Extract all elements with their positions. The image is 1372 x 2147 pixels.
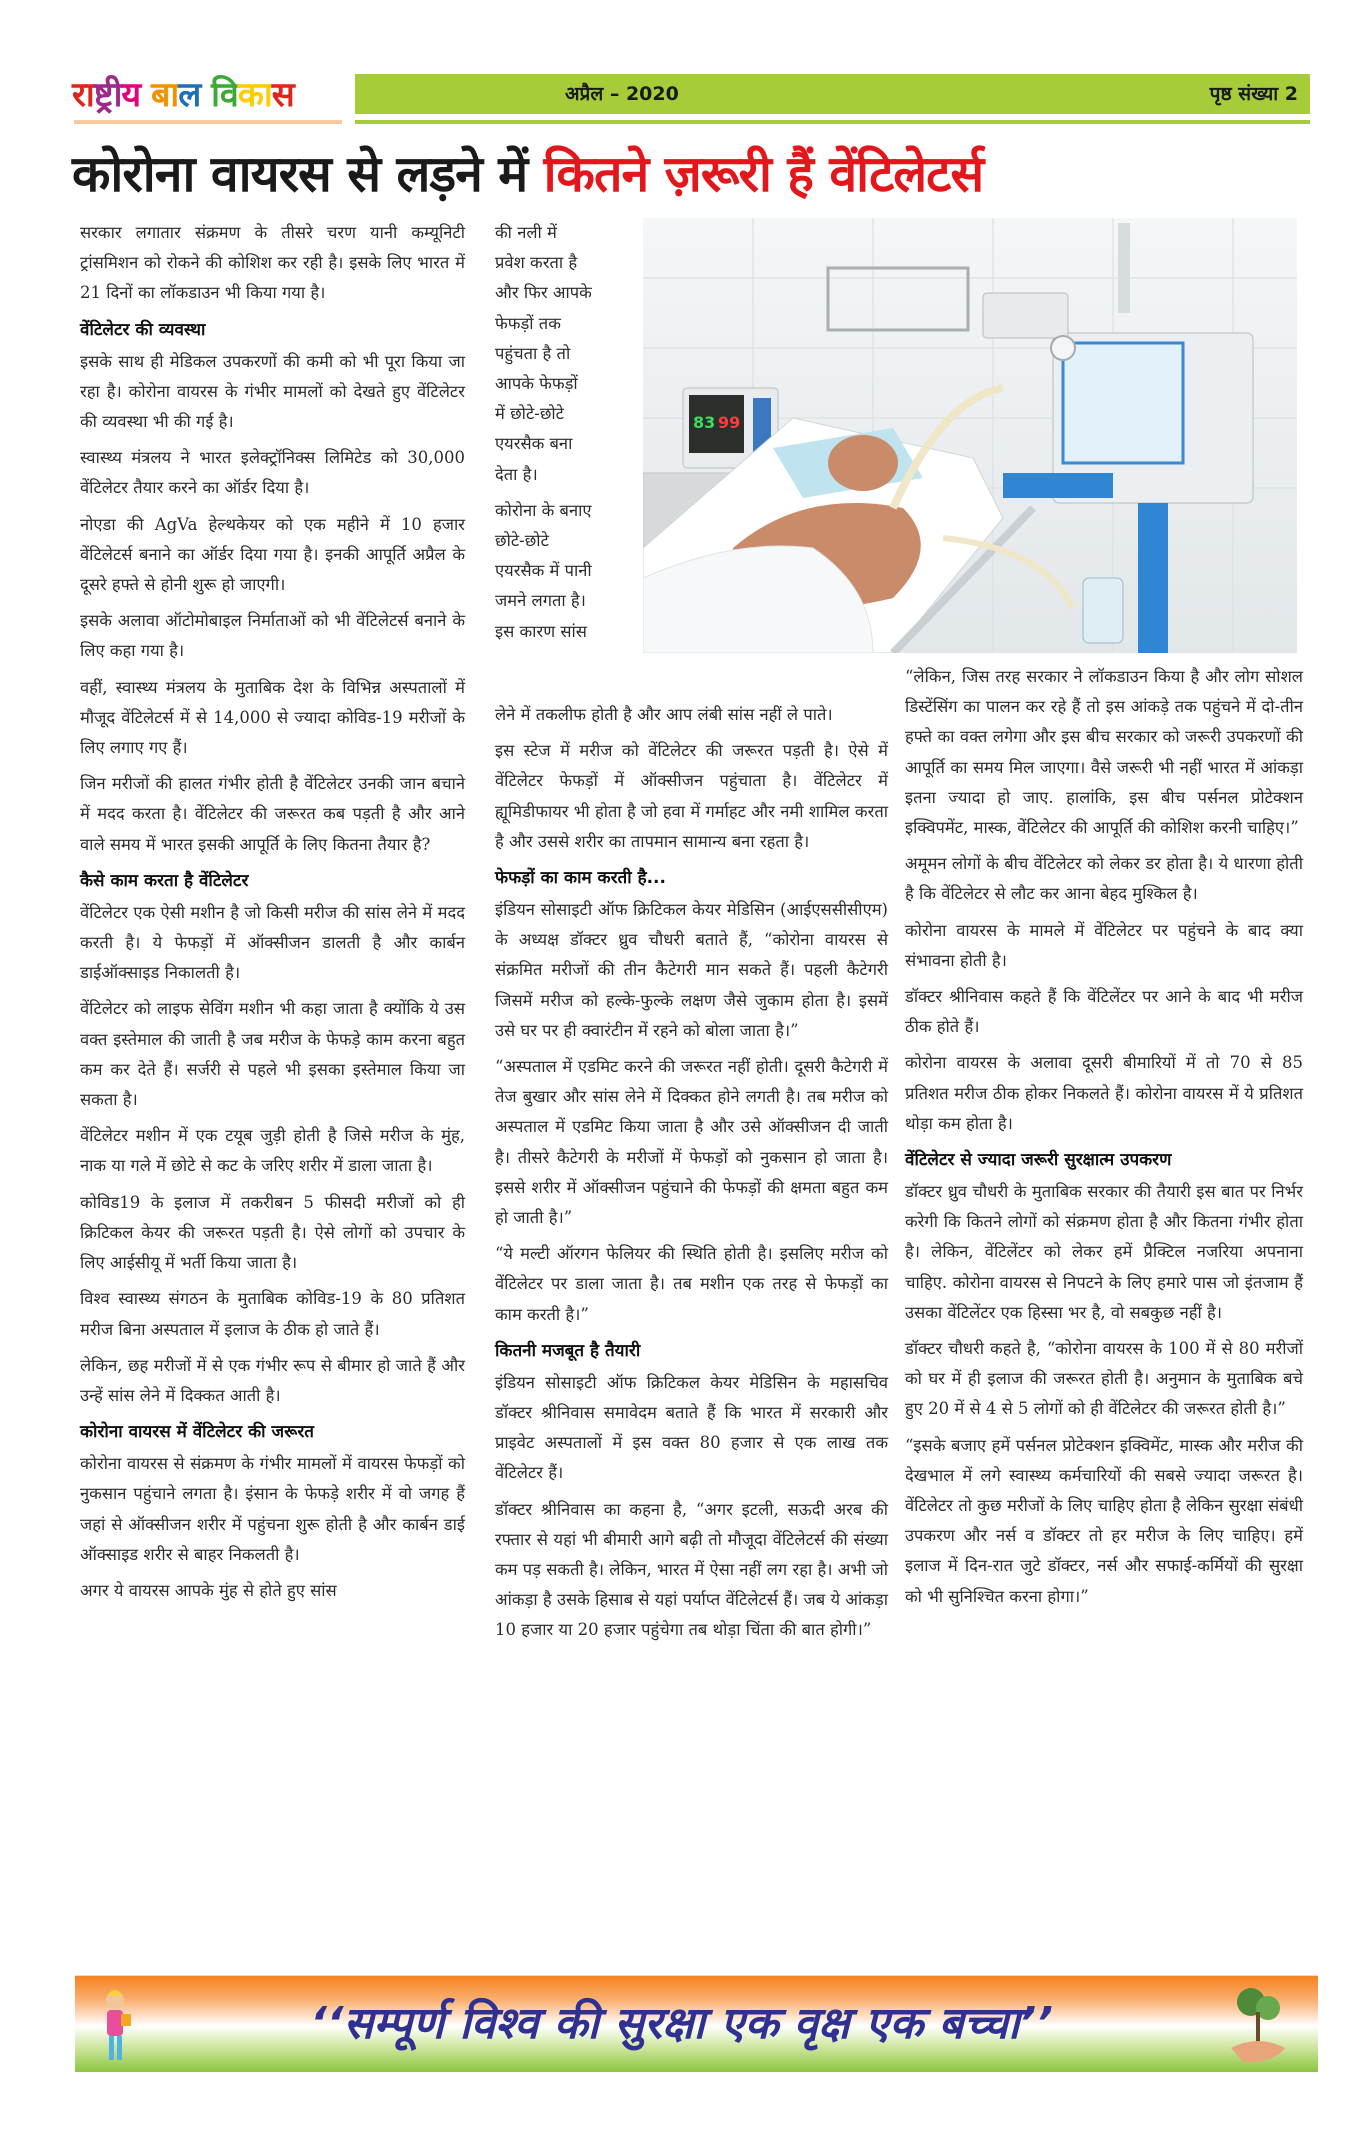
paragraph: विश्व स्वास्थ्य संगठन के मुताबिक कोविड-19 के 80 प्रतिशत मरीज बिना अस्पताल में इलाज के ठीक हो जाते हैं। [80,1289,465,1339]
paragraph: कोरोना वायरस के अलावा दूसरी बीमारियों में तो 70 से 85 प्रतिशत मरीज ठीक होकर निकलते हैं। कोरोना वायरस में ये प्रतिशत थोड़ा कम होता है। [905,1053,1303,1133]
text-line: आपके फेफड़ों [495,374,578,394]
paragraph: इसके अलावा ऑटोमोबाइल निर्माताओं को भी वेंटिलेटर्स बनाने के लिए कहा गया है। [80,611,465,661]
subheading: कैसे काम करता है वेंटिलेटर [80,870,249,891]
paragraph: जिन मरीजों की हालत गंभीर होती है वेंटिलेटर उनकी जान बचाने में मदद करता है। वेंटिलेटर की जरूरत कब पड़ती है और आने वाले समय में भारत इसकी आपूर्ति के लिए कितना तैयार है? [80,774,465,854]
paragraph: “लेकिन, जिस तरह सरकार ने लॉकडाउन किया है और लोग सोशल डिस्टेंसिंग का पालन कर रहे हैं तो इस आंकड़े तक पहुंचने में दो-तीन हफ्ते का वक्त लगेगा और इस बीच सरकार को जरूरी उपकरणों की आपूर्ति का समय मिल जाएगा। वैसे जरूरी भी नहीं भारत में आंकड़ा इतना ज्यादा हो जाए. हालांकि, इस बीच पर्सनल प्रोटेक्शन इक्विपमेंट, मास्क, वेंटिलेटर की आपूर्ति की कोशिश करनी चाहिए।” [905,667,1303,838]
paragraph: अमूमन लोगों के बीच वेंटिलेटर को लेकर डर होता है। ये धारणा होती है कि वेंटिलेटर से लौट कर आना बेहद मुश्किल है। [905,854,1303,904]
logo-part: ल [178,75,201,115]
text-line: जमने लगता है। [495,591,586,611]
paragraph: कोरोना वायरस के मामले में वेंटिलेटर पर पहुंचने के बाद क्या संभावना होती है। [905,920,1303,970]
article-photo-ventilator-patient [643,218,1297,653]
child-illustration-icon [95,1984,135,2066]
monitor-reading-pulse: 83 [693,413,716,432]
paragraph: डॉक्टर श्रीनिवास कहते हैं कि वेंटिलेंटर पर आने के बाद भी मरीज ठीक होते हैं। [905,987,1303,1037]
subheading: फेफड़ों का काम करती है... [495,868,666,889]
paragraph: इंडियन सोसाइटी ऑफ क्रिटिकल केयर मेडिसिन के महासचिव डॉक्टर श्रीनिवास समावेदम बताते हैं कि भारत में सरकारी और प्राइवेट अस्पतालों में इस वक्त 80 हजार से एक लाख तक वेंटिलेटर हैं। [495,1372,888,1483]
text-line: इस कारण सांस [495,621,587,641]
article-column-2-narrow [495,218,640,647]
paragraph: डॉक्टर ध्रुव चौधरी के मुताबिक सरकार की तैयारी इस बात पर निर्भर करेगी कि कितने लोगों को संक्रमण होता है और कितना गंभीर होता है। लेकिन, वेंटिलेंटर को लेकर हमें प्रैक्टिल नजरिया अपनाना चाहिए. कोरोना वायरस से निपटने के लिए हमारे पास जो इंतजाम हैं उसका वेंटिलेंटर एक हिस्सा भर है, वो सबकुछ नहीं है। [905,1182,1303,1322]
text-line: की नली में [495,223,557,242]
page-number: पृष्ठ संख्या 2 [1209,83,1298,105]
text-line: कोरोना के बनाए [495,500,592,520]
text-line: प्रवेश करता है [495,253,578,273]
paragraph: वहीं, स्वास्थ्य मंत्रलय के मुताबिक देश के विभिन्न अस्पतालों में मौजूद वेंटिलेटर्स में से 14,000 से ज्यादा कोविड-19 मरीजों के लिए लगाए गए हैं। [80,677,465,758]
logo-part: बा [140,75,179,115]
paragraph: नोएडा की AgVa हेल्थकेयर को एक महीने में 10 हजार वेंटिलेटर्स बनाने का ऑर्डर दिया गया है। इनकी आपूर्ति अप्रैल के दूसरे हफ्ते से होनी शुरू हो जाएगी। [80,514,465,595]
subheading: कितनी मजबूत है तैयारी [495,1340,641,1361]
paragraph: “अस्पताल में एडमिट करने की जरूरत नहीं होती। दूसरी कैटेगरी में तेज बुखार और सांस लेने में दिक्कत होने लगती है। तब मरीज को अस्पताल में एडमिट किया जाता है और उसे ऑक्सीजन दी जाती है। तीसरे कैटेगरी के मरीजों में फेफड़ों को नुकसान हो जाता है। इससे शरीर में ऑक्सीजन पहुंचाने की फेफड़ों की क्षमता बहुत कम हो जाती है।” [495,1057,888,1228]
paragraph: अगर ये वायरस आपके मुंह से होते हुए सांस [80,1580,337,1600]
paragraph: इसके साथ ही मेडिकल उपकरणों की कमी को भी पूरा किया जा रहा है। कोरोना वायरस के गंभीर मामलों को देखते हुए वेंटिलेटर की व्यवस्था भी की गई है। [80,351,465,432]
article-headline [72,140,1310,208]
paragraph: सरकार लगातार संक्रमण के तीसरे चरण यानी कम्यूनिटी ट्रांसमिशन को रोकने की कोशिश कर रही है। इसके लिए भारत में 21 दिनों का लॉकडाउन भी किया गया है। [80,223,465,303]
paragraph: “ये मल्टी ऑरगन फेलियर की स्थिति होती है। इसलिए मरीज को वेंटिलेटर पर डाला जाता है। तब मशीन एक तरह से फेफड़ों का काम करती है।” [495,1244,888,1324]
text-line: छोटे-छोटे [495,531,549,551]
header-divider [355,120,1310,124]
article-column-3 [905,662,1303,1618]
text-line: एयरसैक में पानी [495,561,592,581]
paragraph: लेने में तकलीफ होती है और आप लंबी सांस नहीं ले पाते। [495,705,833,724]
paragraph: इस स्टेज में मरीज को वेंटिलेटर की जरूरत पड़ती है। ऐसे में वेंटिलेटर फेफड़ों में ऑक्सीजन पहुंचाता है। वेंटिलेटर में ह्यूमिडीफायर भी होता है जो हवा में गर्माहट और नमी शामिल करता है और उससे शरीर का तापमान सामान्य बना रहता है। [495,741,888,851]
paragraph: कोविड19 के इलाज में तकरीबन 5 फीसदी मरीजों को ही क्रिटिकल केयर की जरूरत पड़ती है। ऐसे लोगों को उपचार के लिए आईसीयू में भर्ती किया जाता है। [80,1192,465,1273]
text-line: फेफड़ों तक [495,313,561,333]
text-line: में छोटे-छोटे [495,404,564,424]
headline-red-part: कितने ज़रूरी हैं वेंटिलेटर्स [543,145,984,203]
logo-part: रा [72,75,94,115]
logo-part: ष्ट् [93,75,122,115]
paragraph: वेंटिलेटर को लाइफ सेविंग मशीन भी कहा जाता है क्योंकि ये उस वक्त इस्तेमाल की जाती है जब मरीज के फेफड़े काम करना बहुत कम कर देते हैं। सर्जरी से पहले भी इसका इस्तेमाल किया जा सकता है। [80,999,465,1110]
paragraph: वेंटिलेटर मशीन में एक टयूब जुड़ी होती है जिसे मरीज के मुंह, नाक या गले में छोटे से कट के जरिए शरीर में डाला जाता है। [80,1126,465,1176]
publication-logo [72,72,347,118]
header-bar [355,74,1310,114]
slogan-text: ‘‘सम्पूर्ण विश्व की सुरक्षा एक वृक्ष एक बच्चा’’ [310,1998,1053,2049]
paragraph: इंडियन सोसाइटी ऑफ क्रिटिकल केयर मेडिसिन (आईएससीसीएम) के अध्यक्ष डॉक्टर ध्रुव चौधरी बताते हैं, “कोरोना वायरस से संक्रमित मरीजों की तीन कैटेगरी मान सकते हैं। पहली कैटेगरी जिसमें मरीज को हल्के-फुल्के लक्षण जैसे जुकाम होता है। इसमें उसे घर पर ही क्वारंटीन में रहने को बोला जाता है।” [495,900,888,1040]
paragraph: डॉक्टर चौधरी कहते है, “कोरोना वायरस के 100 में से 80 मरीजों को घर में ही इलाज की जरूरत होती है। अनुमान के मुताबिक बचे हुए 20 में से 4 से 5 लोगों को ही वेंटिलेटर की जरूरत होती है।” [905,1339,1303,1419]
logo-part: स [271,75,294,115]
subheading: वेंटिलेटर से ज्यादा जरूरी सुरक्षात्म उपकरण [905,1150,1172,1171]
logo-part: वि [200,75,238,115]
sapling-in-hands-icon [1223,1984,1293,2066]
slogan-banner [75,1975,1318,2072]
photo-illustration [643,218,1297,653]
article-column-2 [495,700,888,1652]
article-column-1 [80,218,465,1612]
paragraph: डॉक्टर श्रीनिवास का कहना है, “अगर इटली, सऊदी अरब की रफ्तार से यहां भी बीमारी आगे बढ़ी तो मौजूदा वेंटिलेटर्स की संख्या कम पड़ सकती है। लेकिन, भारत में ऐसा नहीं लग रहा है। अभी जो आंकड़ा है उसके हिसाब से यहां पर्याप्त वेंटिलेटर्स हैं। जब ये आंकड़ा 10 हजार या 20 हजार पहुंचेगा तब थोड़ा चिंता की बात होगी।” [495,1499,888,1640]
paragraph: “इसके बजाए हमें पर्सनल प्रोटेक्शन इक्विमेंट, मास्क और मरीज की देखभाल में लगे स्वास्थ्य कर्मचारियों की सबसे ज्यादा जरूरत है। वेंटिलेटर तो कुछ मरीजों के लिए चाहिए होता है लेकिन सुरक्षा संबंधी उपकरण और नर्स व डॉक्टर तो हर मरीज के लिए चाहिए। हमें इलाज में दिन-रात जुटे डॉक्टर, नर्स और सफाई-कर्मियों की सुरक्षा को भी सुनिश्चित करना होगा।” [905,1435,1303,1606]
paragraph: कोरोना वायरस से संक्रमण के गंभीर मामलों में वायरस फेफड़ों को नुकसान पहुंचाने लगता है। इंसान के फेफड़े शरीर में वो जगह हैं जहां से ऑक्सीजन शरीर में पहुंचना शुरू होती है और कार्बन डाई ऑक्साइड शरीर से बाहर निकलती है। [80,1454,465,1564]
text-line: पहुंचता है तो [495,343,571,363]
logo-part: रीय [121,75,141,115]
paragraph: लेकिन, छह मरीजों में से एक गंभीर रूप से बीमार हो जाते हैं और उन्हें सांस लेने में दिक्कत आती है। [80,1355,465,1405]
logo-part: का [237,75,272,115]
subheading: कोरोना वायरस में वेंटिलेटर की जरूरत [80,1422,314,1443]
text-line: एयरसैक बना [495,434,573,454]
paragraph: स्वास्थ्य मंत्रलय ने भारत इलेक्ट्रॉनिक्स लिमिटेड को 30,000 वेंटिलेटर तैयार करने का ऑर्डर दिया है। [80,448,465,498]
logo-underline [74,120,342,124]
headline-black-part: कोरोना वायरस से लड़ने में [72,145,544,203]
text-line: देता है। [495,464,538,484]
paragraph: वेंटिलेटर एक ऐसी मशीन है जो किसी मरीज की सांस लेने में मदद करती है। ये फेफड़ों में ऑक्सीजन डालती है और कार्बन डाईऑक्साइड निकालती है। [80,902,465,983]
monitor-reading-spo2: 99 [718,413,741,432]
humidifier-bottle [1083,578,1123,643]
subheading: वेंटिलेटर की व्यवस्था [80,319,206,340]
text-line: और फिर आपके [495,283,592,303]
masthead [72,72,1310,124]
issue-date: अप्रैल – 2020 [565,83,679,105]
